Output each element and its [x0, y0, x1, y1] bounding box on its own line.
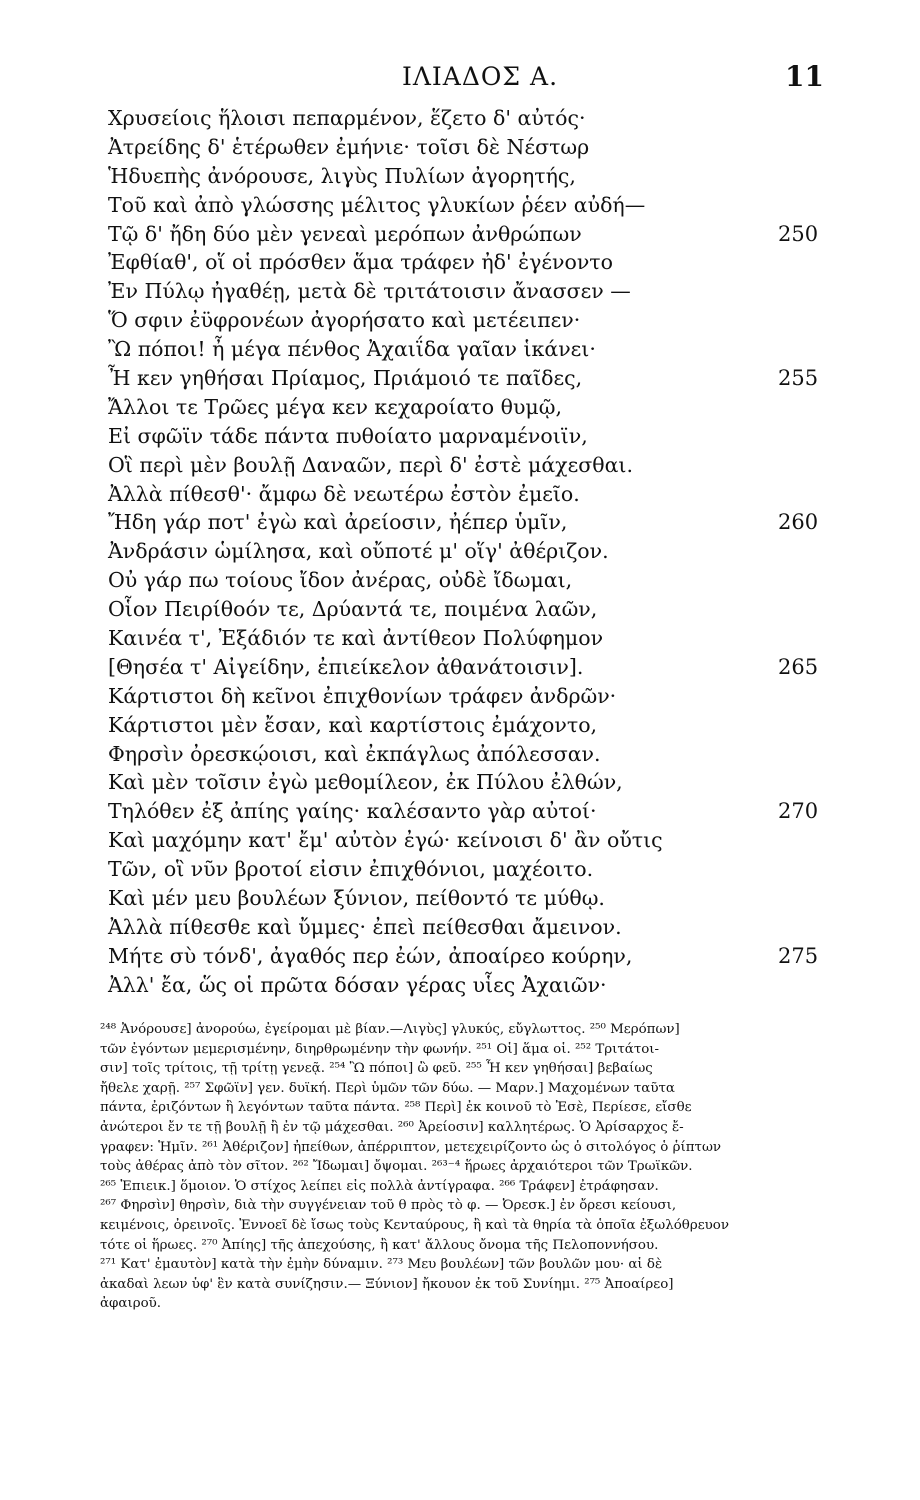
verse-line	[108, 566, 868, 595]
verse-line	[108, 335, 868, 364]
verse-text: Οἳ περὶ μὲν βουλῇ Δαναῶν, περὶ δ' ἐστὲ μάχεσθαι.	[108, 452, 633, 477]
verse-text: Ὢ πόποι! ἦ μέγα πένθος Ἀχαιΐδα γαῖαν ἱκάνει·	[108, 337, 596, 362]
running-head	[0, 62, 920, 96]
footnote-line: ἤθελε χαρῇ. ²⁵⁷ Σφῶϊν] γεν. δυϊκή. Περὶ ὑμῶν τῶν δύω. — Μαρν.] Μαχομένων ταῦτα	[100, 1080, 675, 1096]
verse-line	[108, 451, 868, 480]
line-number: 255	[778, 366, 819, 391]
line-number: 265	[778, 654, 819, 679]
verse-text: Ἀλλ' ἔα, ὥς οἱ πρῶτα δόσαν γέρας υἷες Ἀχαιῶν·	[108, 972, 607, 997]
verse-text: Τῷ δ' ἤδη δύο μὲν γενεαὶ μερόπων ἀνθρώπων	[108, 221, 582, 246]
verse-text: Ἤδη γάρ ποτ' ἐγὼ καὶ ἀρείοσιν, ἠέπερ ὑμῖν,	[108, 510, 568, 535]
footnote-line: ²⁷¹ Κατ' ἐμαυτὸν] κατὰ τὴν ἐμὴν δύναμιν. ²⁷³ Μευ βουλέων] τῶν βουλῶν μου· αἱ δὲ	[100, 1257, 663, 1273]
line-number: 250	[778, 221, 819, 246]
verse-line	[108, 826, 868, 855]
verse-text: Μήτε σὺ τόνδ', ἀγαθός περ ἐών, ἀποαίρεο κούρην,	[108, 943, 633, 968]
footnote-line: τῶν ἐγόντων μεμερισμένην, διηρθρωμένην τὴν φωνήν. ²⁵¹ Οἱ] ἅμα οἱ. ²⁵² Τριτάτοι-	[100, 1041, 660, 1057]
verse-line	[108, 162, 868, 191]
verse-line	[108, 884, 868, 913]
verse-text: Κάρτιστοι δὴ κεῖνοι ἐπιχθονίων τράφεν ἀνδρῶν·	[108, 683, 617, 708]
footnote-line: τοὺς ἀθέρας ἀπὸ τὸν σῖτον. ²⁶² Ἴδωμαι] ὄψομαι. ²⁶³⁻⁴ ἥρωες ἀρχαιότεροι τῶν Τρωϊκῶν.	[100, 1159, 693, 1175]
verse-line	[108, 508, 868, 537]
line-number: 275	[778, 943, 819, 968]
verse-block	[108, 104, 868, 1000]
verse-text: Χρυσείοις ἥλοισι πεπαρμένον, ἕζετο δ' αὐτός·	[108, 106, 586, 130]
verse-line	[108, 393, 868, 422]
verse-text: Τοῦ καὶ ἀπὸ γλώσσης μέλιτος γλυκίων ῥέεν αὐδή—	[108, 192, 646, 217]
verse-text: Ὅ σφιν ἐϋφρονέων ἀγορήσατο καὶ μετέειπεν·	[108, 308, 581, 333]
verse-text: Ἦ κεν γηθήσαι Πρίαμος, Πριάμοιό τε παῖδες,	[108, 366, 583, 391]
verse-text: Ἐν Πύλῳ ἠγαθέῃ, μετὰ δὲ τριτάτοισιν ἄνασσεν —	[108, 279, 631, 304]
verse-line	[108, 422, 868, 451]
verse-line	[108, 537, 868, 566]
verse-line	[108, 740, 868, 769]
verse-line	[108, 942, 868, 971]
footnote-line: γραφεν: Ἡμῖν. ²⁶¹ Ἀθέριζον] ἠπείθων, ἀπέρριπτον, μετεχειρίζοντο ὡς ὁ σιτολόγος ὁ ῥίπτων	[100, 1139, 721, 1155]
verse-line	[108, 220, 868, 249]
verse-line	[108, 855, 868, 884]
line-number: 270	[778, 799, 819, 824]
verse-text: Ἀτρείδης δ' ἑτέρωθεν ἐμήνιε· τοῖσι δὲ Νέστωρ	[108, 134, 590, 159]
verse-text: Ἄλλοι τε Τρῶες μέγα κεν κεχαροίατο θυμῷ,	[108, 394, 562, 419]
verse-line	[108, 913, 868, 942]
page-number: 11	[785, 60, 824, 93]
verse-line	[108, 711, 868, 740]
verse-line	[108, 624, 868, 653]
verse-line	[108, 797, 868, 826]
footnotes	[100, 1020, 820, 1314]
verse-text: Ἐφθίαθ', οἵ οἱ πρόσθεν ἅμα τράφεν ἠδ' ἐγένοντο	[108, 250, 613, 275]
verse-text: Τηλόθεν ἐξ ἀπίης γαίης· καλέσαντο γὰρ αὐτοί·	[108, 799, 597, 824]
verse-line	[108, 133, 868, 162]
verse-text: Καὶ μέν μευ βουλέων ξύνιον, πείθοντό τε μύθῳ.	[108, 886, 605, 911]
verse-text: Τῶν, οἳ νῦν βροτοί εἰσιν ἐπιχθόνιοι, μαχέοιτο.	[108, 857, 594, 882]
verse-text: [Θησέα τ' Αἰγείδην, ἐπιείκελον ἀθανάτοισιν].	[108, 654, 584, 679]
footnote-line: ἀκαδαὶ λεων ὑφ' ἓν κατὰ συνίζησιν.— Ξύνιον] ἤκουον ἐκ τοῦ Συνίημι. ²⁷⁵ Ἀποαίρεο]	[100, 1276, 674, 1292]
verse-text: Εἰ σφῶϊν τάδε πάντα πυθοίατο μαρναμένοιϊν,	[108, 423, 588, 448]
verse-line	[108, 191, 868, 220]
footnote-line: κειμένοις, ὀρεινοῖς. Ἐννοεῖ δὲ ἴσως τοὺς Κενταύρους, ἢ καὶ τὰ θηρία τὰ ὁποῖα ἐξωλόθρευον	[100, 1217, 729, 1233]
footnote-line: σιν] τοῖς τρίτοις, τῇ τρίτῃ γενεᾷ. ²⁵⁴ Ὢ πόποι] ὢ φεῦ. ²⁵⁵ Ἦ κεν γηθήσαι] βεβαίως	[100, 1061, 653, 1077]
verse-text: Φηρσὶν ὀρεσκῴοισι, καὶ ἐκπάγλως ἀπόλεσσαν.	[108, 741, 601, 766]
verse-text: Καινέα τ', Ἐξάδιόν τε καὶ ἀντίθεον Πολύφημον	[108, 626, 604, 651]
verse-line	[108, 480, 868, 509]
footnote-line: ²⁶⁷ Φηρσὶν] θηρσὶν, διὰ τὴν συγγένειαν τοῦ θ πρὸς τὸ φ. — Ὀρεσκ.] ἐν ὄρεσι κείουσι,	[100, 1198, 677, 1214]
footnote-line: τότε οἱ ἥρωες. ²⁷⁰ Ἀπίης] τῆς ἀπεχούσης, ἢ κατ' ἄλλους ὄνομα τῆς Πελοποννήσου.	[100, 1237, 659, 1253]
verse-text: Κάρτιστοι μὲν ἔσαν, καὶ καρτίστοις ἐμάχοντο,	[108, 712, 598, 737]
running-title: ΙΛΙΑΔΟΣ Α.	[402, 62, 559, 91]
verse-line	[108, 364, 868, 393]
verse-line	[108, 248, 868, 277]
verse-text: Ἀλλὰ πίθεσθ'· ἄμφω δὲ νεωτέρω ἐστὸν ἐμεῖο.	[108, 481, 580, 506]
verse-text: Ἀνδράσιν ὡμίλησα, καὶ οὔποτέ μ' οἵγ' ἀθέριζον.	[108, 539, 609, 564]
footnote-line: ²⁴⁸ Ἀνόρουσε] ἀνορούω, ἐγείρομαι μὲ βίαν.—Λιγὺς] γλυκύς, εὔγλωττος. ²⁵⁰ Μερόπων]	[100, 1022, 680, 1037]
verse-text: Καὶ μαχόμην κατ' ἔμ' αὐτὸν ἐγώ· κείνοισι δ' ἂν οὔτις	[108, 828, 663, 853]
line-number: 260	[778, 510, 819, 535]
verse-text: Καὶ μὲν τοῖσιν ἐγὼ μεθομίλεον, ἐκ Πύλου ἐλθών,	[108, 770, 623, 795]
verse-text: Οὐ γάρ πω τοίους ἴδον ἀνέρας, οὐδὲ ἴδωμαι,	[108, 568, 573, 593]
footnote-line: ²⁶⁵ Ἐπιεικ.] ὅμοιον. Ὁ στίχος λείπει εἰς πολλὰ ἀντίγραφα. ²⁶⁶ Τράφεν] ἐτράφησαν.	[100, 1178, 659, 1194]
verse-line	[108, 768, 868, 797]
footnote-line: ἀφαιροῦ.	[100, 1296, 162, 1312]
verse-line	[108, 104, 868, 133]
verse-line	[108, 595, 868, 624]
verse-text: Ἀλλὰ πίθεσθε καὶ ὔμμες· ἐπεὶ πείθεσθαι ἄμεινον.	[108, 914, 622, 939]
verse-line	[108, 971, 868, 1000]
verse-line	[108, 682, 868, 711]
verse-text: Οἷον Πειρίθοόν τε, Δρύαντά τε, ποιμένα λαῶν,	[108, 597, 598, 622]
verse-text: Ἡδυεπὴς ἀνόρουσε, λιγὺς Πυλίων ἀγορητής,	[108, 163, 576, 188]
verse-line	[108, 277, 868, 306]
verse-line	[108, 653, 868, 682]
footnote-line: πάντα, ἐριζόντων ἢ λεγόντων ταῦτα πάντα. ²⁵⁸ Περὶ] ἐκ κοινοῦ τὸ Ἐσὲ, Περίεσε, εἴσθε	[100, 1100, 692, 1116]
footnote-line: ἀνώτεροι ἔν τε τῇ βουλῇ ἢ ἐν τῷ μάχεσθαι. ²⁶⁰ Ἀρείοσιν] καλλητέρως. Ὁ Ἀρίσαρχος ἔ-	[100, 1119, 684, 1135]
verse-line	[108, 306, 868, 335]
